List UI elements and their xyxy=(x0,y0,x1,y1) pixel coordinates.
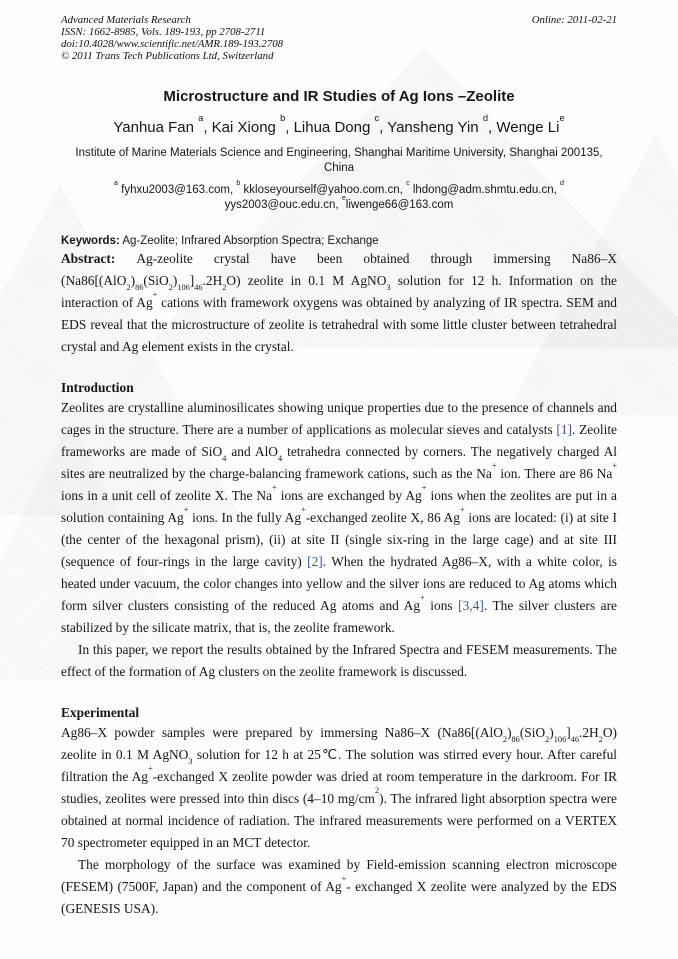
keywords-label: Keywords: xyxy=(61,234,120,247)
introduction-paragraph-2: In this paper, we report the results obtained by the Infrared Spectra and FESEM measurements. The effect of the formation of Ag clusters on the zeolite framework is discussed. xyxy=(61,641,617,679)
citation-link[interactable]: [3,4] xyxy=(458,597,484,613)
publication-info xyxy=(61,15,283,63)
experimental-paragraph-2: The morphology of the surface was examined by Field-emission scanning electron microscope (FESEM) (7500F, Japan) and the component of Ag+- exchanged X zeolite were analyzed by the EDS (GENESIS USA). xyxy=(61,856,617,916)
page-content xyxy=(61,15,617,920)
journal-name: Advanced Materials Research xyxy=(61,14,191,26)
experimental-paragraph-1: Ag86–X powder samples were prepared by immersing Na86–X $(Na86[(AlO_2)_{86}(SiO_2)_{106}]_{46}.2H_2O)$ zeolite in 0.1 M AgNO$_3$ solution for 12 h at 25℃. The solution was stirred every hour. After careful filtration the Ag+-exchanged X zeolite powder was dried at room temperature in the darkroom. For IR studies, zeolites were pressed into thin discs (4–10 $mg/cm^2$). The infrared light absorption spectra were obtained at normal incidence of radiation. The infrared measurements were performed on a VERTEX 70 spectrometer equipped in an MCT detector. xyxy=(61,724,618,850)
keywords-text: Ag-Zeolite; Infrared Absorption Spectra; Exchange xyxy=(119,234,379,247)
authors-line: Yanhua Fan $^a$, Kai Xiong $^b$, Lihua Dong $^c$, Yansheng Yin $^d$, Wenge Li$^e$ xyxy=(113,113,565,136)
section-heading-experimental: Experimental xyxy=(61,704,140,720)
doi-line: doi:10.4028/www.scientific.net/AMR.189-193.2708 xyxy=(61,37,284,50)
paper-title: Microstructure and IR Studies of Ag Ions –Zeolite xyxy=(163,87,515,105)
page-header xyxy=(61,15,617,63)
online-date: Online: 2011-02-21 xyxy=(531,14,617,26)
emails-line-2: yys2003@ouc.edu.cn, $^e$liwenge66@163.com xyxy=(224,193,454,211)
copyright-line: © 2011 Trans Tech Publications Ltd, Switzerland xyxy=(61,49,274,62)
affiliation: Institute of Marine Materials Science and Engineering, Shanghai Maritime University, Shanghai 200135, China xyxy=(75,146,603,174)
citation-link[interactable]: [1] xyxy=(556,421,573,437)
keywords-line xyxy=(61,234,617,248)
section-heading-introduction: Introduction xyxy=(61,379,134,395)
citation-link[interactable]: [2] xyxy=(307,553,323,569)
abstract-paragraph: Abstract: Ag-zeolite crystal have been obtained through immersing Na86–X $(Na86[(AlO_2)_{86}(SiO_2)_{106}]_{46}.2H_2O)$ zeolite in 0.1 M AgNO$_3$ solution for 12 h. Information on the interaction of Ag+ cations with framework oxygens was obtained by analyzing of IR spectra. SEM and EDS reveal that the microstructure of zeolite is tetrahedral with some little cluster between tetrahedral crystal and Ag element exists in the crystal. xyxy=(61,250,617,354)
introduction-paragraph-1: Zeolites are crystalline aluminosilicates showing unique properties due to the presence of channels and cages in the structure. There are a number of applications as molecular sieves and catalysts [1]. Zeolite frameworks are made of SiO$_4$ and AlO$_4$ tetrahedra connected by corners. The negatively charged Al sites are neutralized by the charge-balancing framework cations, such as the Na+ ion. There are 86 Na+ ions in a unit cell of zeolite X. The Na+ ions are exchanged by Ag+ ions when the zeolites are put in a solution containing Ag+ ions. In the fully Ag+-exchanged zeolite X, 86 Ag+ ions are located: (i) at site I (the center of the hexagonal prism), (ii) at site II (single six-ring in the large cage) and at site III (sequence of four-rings in the large cavity) [2]. When the hydrated Ag86–X, with a white color, is heated under vacuum, the color changes into yellow and the silver ions are reduced to Ag atoms which form silver clusters consisting of the reduced Ag atoms and Ag+ ions [3,4]. The silver clusters are stabilized by the silicate matrix, that is, the zeolite framework. xyxy=(61,399,618,635)
emails-line-1: $^a$ fyhxu2003@163.com, $^b$ kkloseyourself@yahoo.com.cn, $^c$ lhdong@adm.shmtu.edu.cn, $^d$ xyxy=(113,178,565,196)
issn-line: ISSN: 1662-8985, Vols. 189-193, pp 2708-2711 xyxy=(61,25,266,38)
